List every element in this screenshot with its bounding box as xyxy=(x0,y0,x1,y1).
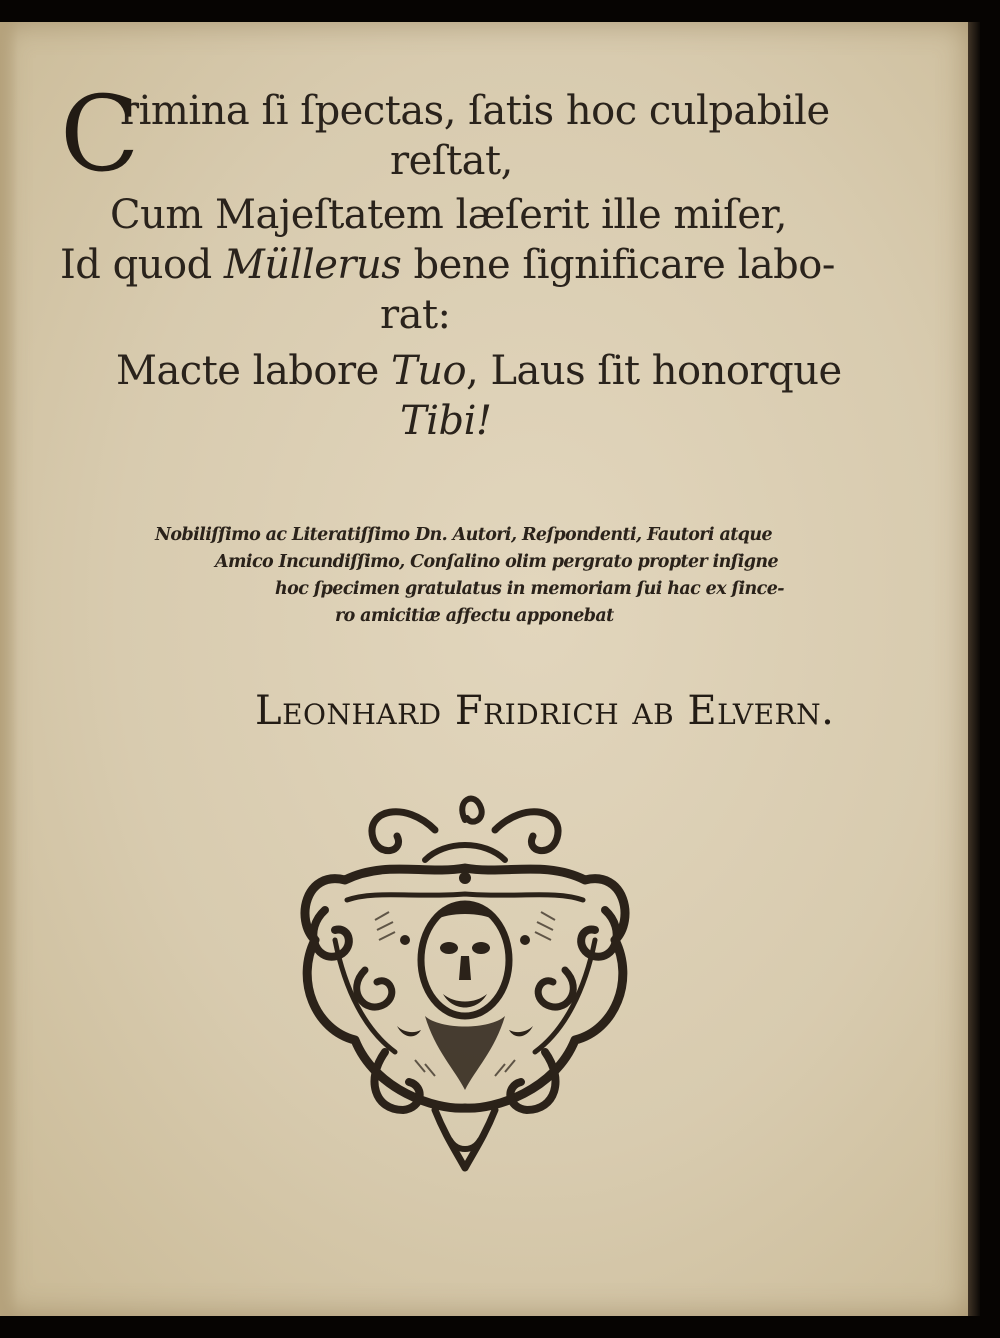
page-gutter-shadow xyxy=(0,22,18,1316)
dedication-line-1: Nobiliſſimo ac Literatiſſimo Dn. Autori, Reſpondenti, Fautori atque xyxy=(155,525,772,545)
word-tuo: Tuo xyxy=(391,348,467,394)
poem-line-3: Cum Majeſtatem læſerit ille miſer, xyxy=(110,192,787,238)
dedication-line-3: hoc ſpecimen gratulatus in memoriam ſui hac ex ſince- xyxy=(275,579,784,599)
poem-line-1-text: rimina ſi ſpectas, ſatis hoc culpabile xyxy=(120,88,830,134)
poem-line-6-start: Macte labore xyxy=(116,348,392,394)
poem-line-4-end: bene ſignificare labo- xyxy=(401,242,835,288)
drop-cap: C xyxy=(60,73,140,195)
poem-line-4-start: Id quod xyxy=(60,242,224,288)
poem-line-5: rat: xyxy=(380,292,451,338)
book-page xyxy=(0,22,968,1316)
poem-line-7: Tibi! xyxy=(400,398,492,444)
poem-line-4 xyxy=(60,240,920,290)
poem-block xyxy=(60,73,920,446)
poem-line-6 xyxy=(116,346,920,396)
page-edge xyxy=(968,22,980,1316)
dedication-block xyxy=(155,522,895,630)
name-mullerus: Müllerus xyxy=(223,242,402,288)
dedication-line-2: Amico Incundiſſimo, Conſalino olim pergrato propter inſigne xyxy=(215,552,779,572)
poem-line-6-end: , Laus ſit honorque xyxy=(466,348,842,394)
baroque-mask-cartouche-icon xyxy=(285,790,645,1182)
poem-line-2: reſtat, xyxy=(390,138,513,184)
signature: Leonhard Fridrich ab Elvern. xyxy=(255,688,835,734)
dedication-line-4: ro amicitiæ affectu apponebat xyxy=(335,606,614,626)
